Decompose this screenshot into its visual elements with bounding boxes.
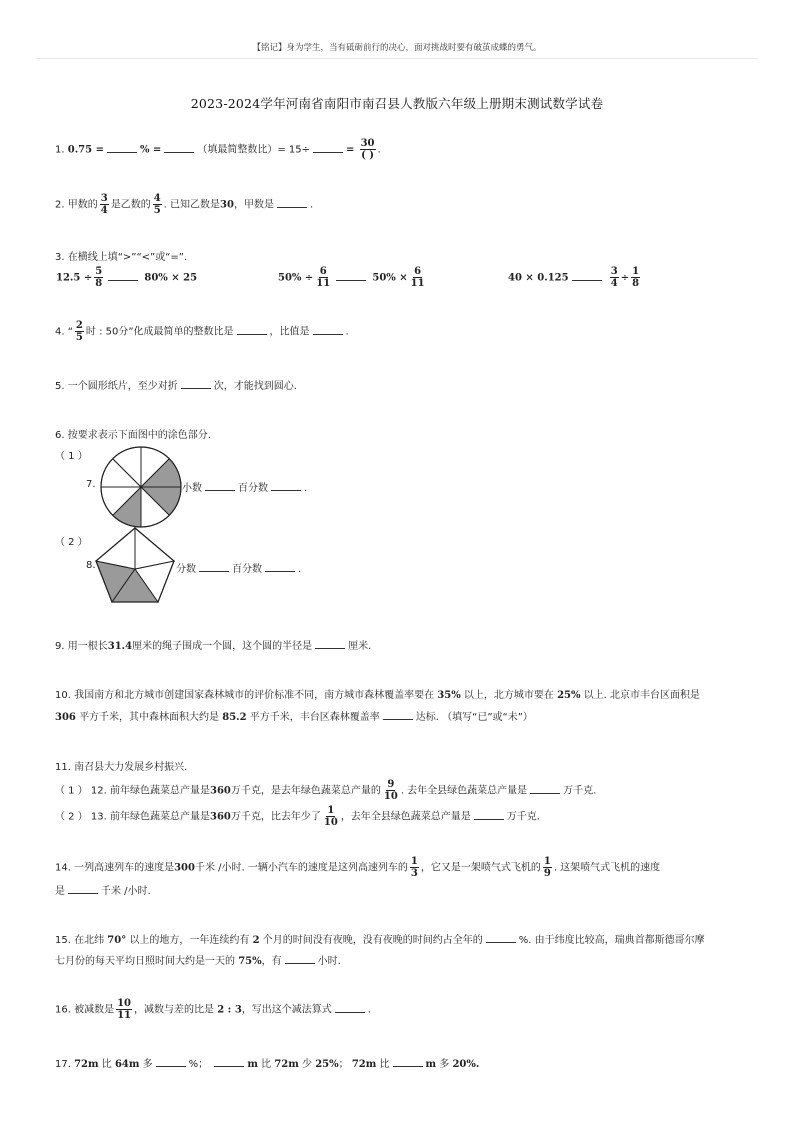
- question-10-line-2: 306 平方千米，其中森林面积大约是 85.2 平方千米，丰台区森林覆盖率 达标. （填写“已”或“未”）: [55, 708, 533, 723]
- q12-blank[interactable]: [530, 783, 560, 794]
- q4-blank-1[interactable]: [237, 324, 267, 335]
- q2-number: 2.: [55, 199, 65, 211]
- question-6-stem: 6. 按要求表示下面图中的涂色部分.: [55, 430, 211, 441]
- q3-blank-3[interactable]: [572, 270, 602, 281]
- q8-blank-fraction[interactable]: [199, 561, 229, 572]
- q5-blank[interactable]: [181, 378, 211, 389]
- q1-blank-1[interactable]: [107, 142, 137, 153]
- question-10-line-1: 10. 我国南方和北方城市创建国家森林城市的评价标准不同，南方城市森林覆盖率要在 35% 以上，北方城市要在 25% 以上. 北京市丰台区面积是: [55, 690, 701, 701]
- pentagon-figure: [94, 526, 176, 606]
- q16-blank[interactable]: [335, 1002, 365, 1013]
- header-divider: [36, 58, 758, 59]
- q7-answers: 小数 百分数 .: [182, 479, 307, 494]
- question-13: （ 2 ） 13. 前年绿色蔬菜总产量是360万千克，比去年少了 $\frac{1}{10}$ ，去年全县绿色蔬菜总产量是 万千克.: [55, 805, 540, 828]
- q3-comparison-3: 40 × 0.125 $\frac{3}{4}$ ÷ $\frac{1}{8}$: [508, 266, 640, 289]
- question-5: 5. 一个圆形纸片，至少对折 次，才能找到圆心.: [55, 377, 297, 392]
- question-15-line-1: 15. 在北纬 70° 以上的地方，一年连续约有 2 个月的时间没有夜晚，没有夜晚的时间约占全年的 %. 由于纬度比较高，瑞典首都斯德哥尔摩: [55, 931, 705, 946]
- q17-blank-3[interactable]: [393, 1056, 423, 1067]
- q1-number: 1.: [55, 144, 65, 156]
- q1-expr-a: 0.75 =: [67, 144, 104, 156]
- q14-blank[interactable]: [68, 883, 98, 894]
- question-15-line-2: 七月份的每天平均日照时间大约是一天的 75%，有 小时.: [55, 952, 341, 967]
- q1-blank-2[interactable]: [164, 142, 194, 153]
- q13-blank[interactable]: [474, 809, 504, 820]
- q2-text-e: ，甲数是: [233, 199, 274, 211]
- question-17: 17. 72m 比 64m 多 %； m 比 72m 少 25%； 72m 比 m 多 20%.: [55, 1055, 479, 1070]
- question-9: 9. 用一根长31.4厘米的绳子围成一个圆，这个圆的半径是 厘米.: [55, 637, 371, 652]
- q7-number: 7.: [86, 479, 96, 490]
- q7-blank-percent[interactable]: [271, 480, 301, 491]
- q2-text-b: 是乙数的: [110, 199, 151, 211]
- question-14-line-1: 14. 一列高速列车的速度是300千米 /小时. 一辆小汽车的速度是这列高速列车的 $\frac{1}{3}$ ，它又是一架喷气式飞机的 $\frac{1}{9}$ . 这架喷气式飞机的速度: [55, 856, 661, 879]
- question-14-line-2: 是 千米 /小时.: [55, 882, 151, 897]
- q1-expr-c: （填最简整数比）= 15÷: [197, 144, 310, 156]
- q8-number: 8.: [86, 560, 96, 571]
- q7-blank-decimal[interactable]: [205, 480, 235, 491]
- q3-blank-1[interactable]: [108, 270, 138, 281]
- question-4: 4. “ $\frac{2}{5}$ 时 : 50分”化成最简单的整数比是 ，比值是 .: [55, 320, 349, 343]
- page-banner: 【铭记】身为学生，当有砥砺前行的决心，面对挑战时要有破茧成蝶的勇气。: [252, 43, 542, 53]
- q2-number-b: 30: [220, 199, 234, 211]
- question-2: 2. 甲数的 $\frac{3}{4}$ 是乙数的 $\frac{4}{5}$ . 已知乙数是30，甲数是 .: [55, 193, 314, 216]
- q3-comparison-1: 12.5 ÷ $\frac{5}{8}$ 80% × 25: [56, 266, 198, 289]
- exam-title: 2023-2024学年河南省南阳市南召县人教版六年级上册期末测试数学试卷: [190, 96, 604, 111]
- q1-expr-b: % =: [139, 144, 162, 156]
- q6-part-1-label: （ 1 ）: [55, 451, 88, 462]
- question-16: 16. 被减数是 $\frac{10}{11}$ ，减数与差的比是 2 : 3，写出这个减法算式 .: [55, 998, 371, 1021]
- q17-blank-2[interactable]: [214, 1056, 244, 1067]
- q2-fraction-2: $\frac{4}{5}$: [153, 193, 161, 216]
- question-3-stem: 3. 在横线上填“>”“<”或“=”.: [55, 252, 188, 263]
- q2-text-a: 甲数的: [67, 199, 98, 211]
- q2-blank[interactable]: [277, 197, 307, 208]
- q1-expr-d: =: [346, 144, 355, 156]
- circle-figure: [99, 445, 183, 529]
- q6-part-2-label: （ 2 ）: [55, 537, 88, 548]
- q2-text-c: . 已知乙数是: [163, 199, 221, 211]
- q4-blank-2[interactable]: [313, 324, 343, 335]
- question-12: （ 1 ） 12. 前年绿色蔬菜总产量是360万千克，是去年绿色蔬菜总产量的 $\frac{9}{10}$ . 去年全县绿色蔬菜总产量是 万千克.: [55, 779, 597, 802]
- q9-blank[interactable]: [315, 638, 345, 649]
- q1-fraction: $\frac{30}{( )}$: [360, 138, 375, 161]
- q2-fraction-1: $\frac{3}{4}$: [100, 193, 108, 216]
- q15-blank-1[interactable]: [486, 932, 516, 943]
- q15-blank-2[interactable]: [285, 953, 315, 964]
- q8-answers: 分数 百分数 .: [176, 560, 301, 575]
- q3-blank-2[interactable]: [336, 270, 366, 281]
- q3-comparison-2: 50% ÷ $\frac{6}{11}$ 50% × $\frac{6}{11}$: [278, 266, 425, 289]
- question-11-stem: 11. 南召县大力发展乡村振兴.: [55, 762, 188, 773]
- q17-blank-1[interactable]: [156, 1056, 186, 1067]
- q8-blank-percent[interactable]: [265, 561, 295, 572]
- q1-blank-3[interactable]: [313, 142, 343, 153]
- question-1: 1. 0.75 = % = （填最简整数比）= 15÷ = $\frac{30}{( )}$ .: [55, 138, 381, 161]
- q10-blank[interactable]: [383, 709, 413, 720]
